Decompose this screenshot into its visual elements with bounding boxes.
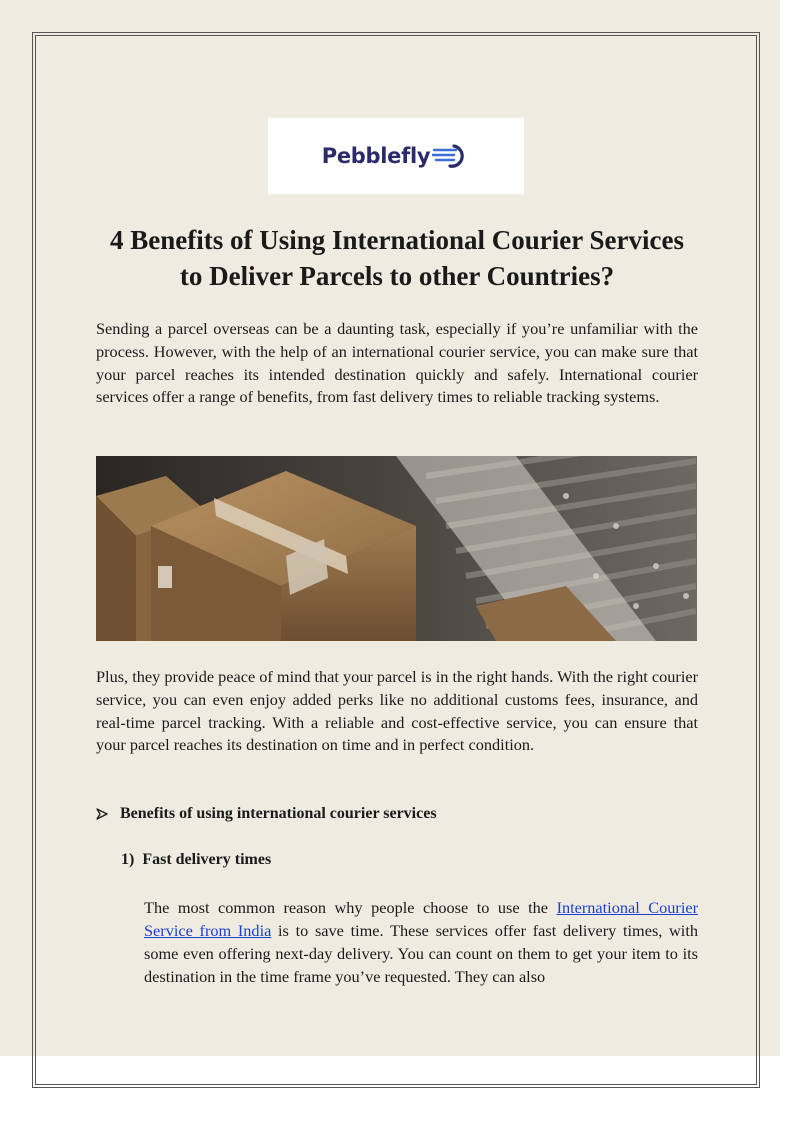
section-1-text-after: is to save time. These services offer fast delivery times, with some even offering next-day delivery. You can count on them to get your item to its destination in the time frame you’ve requested. They can also bbox=[144, 921, 698, 986]
section-1-text-before: The most common reason why people choose to use the bbox=[144, 898, 557, 917]
logo-text: Pebblefly bbox=[321, 144, 431, 168]
section-1-paragraph bbox=[144, 896, 698, 988]
brand-logo bbox=[268, 118, 524, 194]
section-1-number: 1) bbox=[121, 851, 135, 868]
benefits-heading-text: Benefits of using international courier services bbox=[120, 805, 437, 822]
title-line-1: 4 Benefits of Using International Courier Services bbox=[110, 225, 684, 255]
logo-swoosh-icon bbox=[432, 143, 470, 169]
parcel-photo bbox=[96, 456, 697, 641]
page-title bbox=[96, 222, 698, 294]
second-paragraph: Plus, they provide peace of mind that your parcel is in the right hands. With the right courier service, you can even enjoy added perks like no additional customs fees, insurance, and real-time parcel tracking. With a reliable and cost-effective service, you can ensure that your parcel reaches its destination on time and in perfect condition. bbox=[96, 667, 698, 755]
title-line-2: to Deliver Parcels to other Countries? bbox=[179, 261, 615, 291]
benefits-heading bbox=[96, 805, 437, 823]
intro-paragraph: Sending a parcel overseas can be a daunting task, especially if you’re unfamiliar with the process. However, with the help of an international courier service, you can make sure that your parcel reaches its intended destination quickly and safely. International courier services offer a range of benefits, from fast delivery times to reliable tracking systems. bbox=[96, 319, 698, 407]
section-1-heading bbox=[121, 851, 271, 869]
courier-service-link[interactable]: International Courier Service from India bbox=[144, 898, 698, 940]
section-1-title: Fast delivery times bbox=[142, 851, 272, 868]
arrow-bullet-icon bbox=[96, 808, 108, 820]
